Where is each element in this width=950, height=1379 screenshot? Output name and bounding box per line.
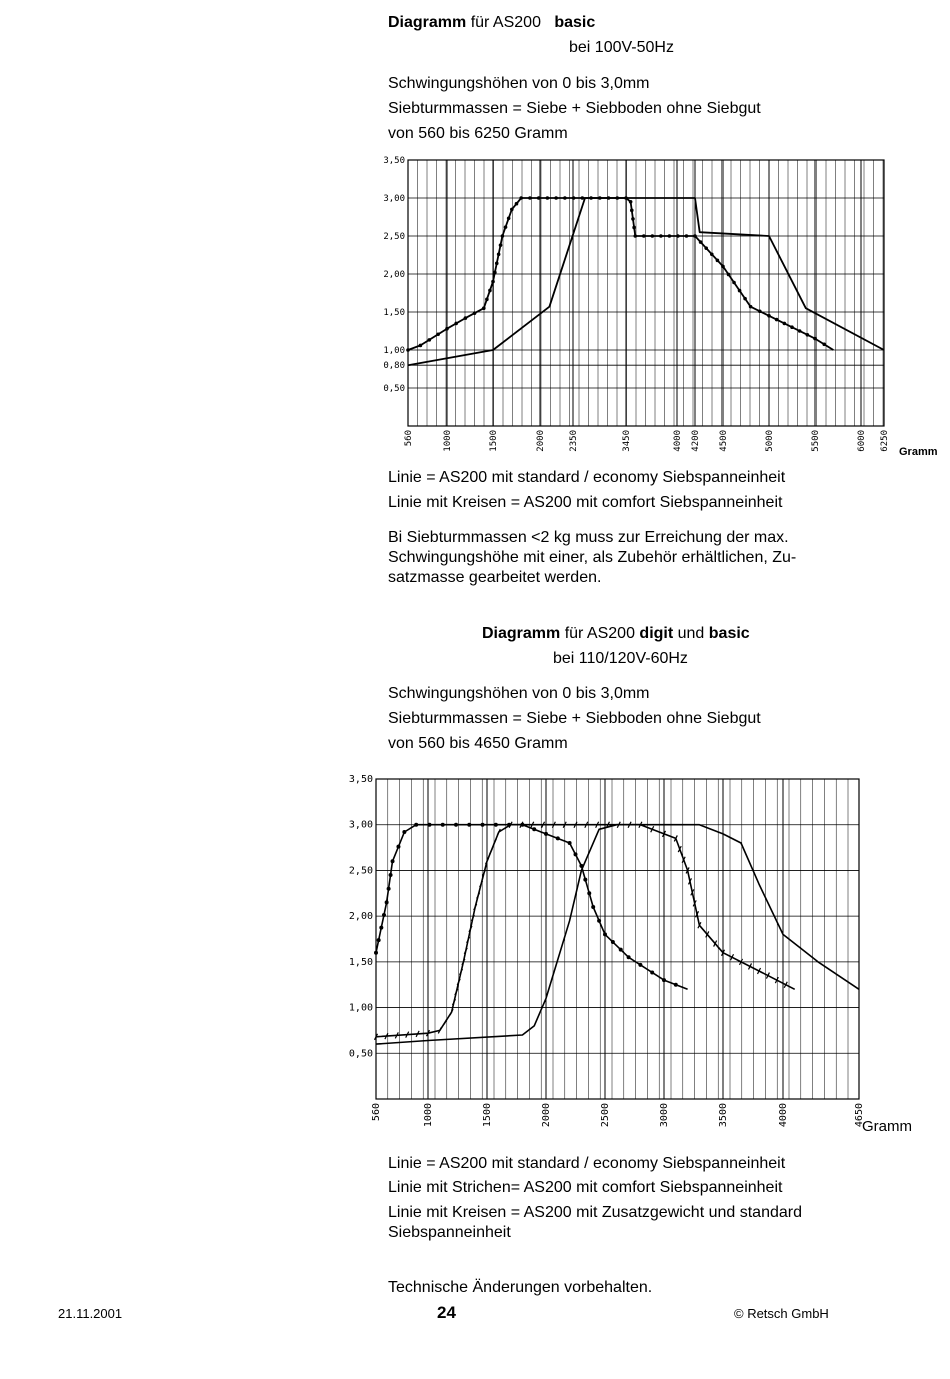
x-tick-label: 2350 — [569, 430, 579, 452]
series-marker-circle — [382, 913, 386, 917]
series-marker-circle — [650, 971, 654, 975]
series-marker-circle — [396, 845, 400, 849]
y-tick-label: 2,00 — [348, 911, 373, 923]
x-tick-label: 560 — [404, 430, 414, 447]
chart2-title-variant: digit — [639, 625, 674, 642]
x-tick-label: 3450 — [622, 430, 632, 452]
x-tick-label: 1000 — [423, 1103, 434, 1128]
chart2-title-and: und — [673, 625, 709, 642]
series-marker-circle — [427, 823, 431, 827]
chart1-note-line: Bi Siebturmmassen <2 kg muss zur Erreichung der max. — [388, 529, 789, 546]
chart2-desc-line: Schwingungshöhen von 0 bis 3,0mm — [388, 685, 650, 702]
chart1-desc-line: von 560 bis 6250 Gramm — [388, 125, 568, 142]
series-line-dashes — [376, 825, 795, 1037]
chart1-note-line: Schwingungshöhe mit einer, als Zubehör erhältlichen, Zu- — [388, 549, 797, 566]
chart2-legend-line: Linie mit Strichen= AS200 mit comfort Siebspanneinheit — [388, 1179, 783, 1196]
series-marker-circle — [414, 823, 418, 827]
y-tick-label: 3,00 — [383, 194, 405, 204]
series-line-solid — [376, 825, 859, 1044]
chart2-title-rest: für AS200 — [560, 625, 640, 642]
y-tick-label: 2,00 — [383, 270, 405, 280]
x-tick-label: 1500 — [482, 1103, 493, 1128]
y-tick-label: 3,50 — [348, 774, 373, 785]
series-marker-circle — [402, 830, 406, 834]
series-marker-circle — [591, 905, 595, 909]
series-marker-circle — [379, 926, 383, 930]
y-tick-label: 3,50 — [383, 156, 405, 166]
chart1-legend-line: Linie mit Kreisen = AS200 mit comfort Siebspanneinheit — [388, 494, 783, 511]
x-tick-label: 4000 — [673, 430, 683, 452]
y-tick-label: 1,00 — [383, 346, 405, 356]
chart1-desc-line: Schwingungshöhen von 0 bis 3,0mm — [388, 75, 650, 92]
y-tick-label: 1,50 — [348, 956, 373, 968]
series-marker-circle — [587, 891, 591, 895]
chart2-desc-line: Siebturmmassen = Siebe + Siebboden ohne Siebgut — [388, 710, 761, 727]
series-marker-circle — [627, 955, 631, 959]
chart2-title-bold: Diagramm — [482, 625, 561, 642]
chart2-desc-line: von 560 bis 4650 Gramm — [388, 735, 568, 752]
series-marker-circle — [377, 938, 381, 942]
series-marker-circle — [597, 919, 601, 923]
x-tick-label: 4500 — [719, 430, 729, 452]
series-marker-circle — [389, 873, 393, 877]
x-tick-label: 6250 — [880, 430, 890, 452]
x-tick-label: 1500 — [489, 430, 499, 452]
chart2-legend-line: Linie mit Kreisen = AS200 mit Zusatzgewicht und standard — [388, 1204, 802, 1221]
chart1-note-line: satzmasse gearbeitet werden. — [388, 569, 602, 586]
series-marker-circle — [611, 940, 615, 944]
disclaimer: Technische Änderungen vorbehalten. — [388, 1279, 653, 1296]
series-marker-circle — [662, 978, 666, 982]
chart1-desc-line: Siebturmmassen = Siebe + Siebboden ohne Siebgut — [388, 100, 761, 117]
x-tick-label: 1000 — [443, 430, 453, 452]
series-marker-circle — [441, 823, 445, 827]
series-marker-circle — [574, 852, 578, 856]
x-tick-label: 4200 — [691, 430, 701, 452]
x-tick-label: 2000 — [541, 1103, 552, 1128]
x-tick-label: 560 — [371, 1103, 382, 1122]
series-marker-circle — [467, 823, 471, 827]
chart1-legend-line: Linie = AS200 mit standard / economy Siebspanneinheit — [388, 469, 786, 486]
x-tick-label: 3000 — [659, 1103, 670, 1128]
x-tick-label: 4000 — [778, 1103, 789, 1128]
series-marker-circle — [374, 951, 378, 955]
y-tick-label: 1,50 — [383, 308, 405, 318]
x-tick-label: 6000 — [857, 430, 867, 452]
x-tick-label: 3500 — [718, 1103, 729, 1128]
series-marker-circle — [481, 823, 485, 827]
y-tick-label: 2,50 — [348, 865, 373, 877]
y-tick-label: 0,50 — [348, 1048, 373, 1060]
series-marker-circle — [638, 963, 642, 967]
series-marker-circle — [603, 932, 607, 936]
chart1-title-bold: Diagramm — [388, 14, 467, 31]
x-tick-label: 2000 — [536, 430, 546, 452]
x-tick-label: 4650 — [854, 1103, 865, 1128]
chart1-title-rest: für AS200 — [466, 14, 555, 31]
series-marker-circle — [532, 827, 536, 831]
copyright: © Retsch GmbH — [734, 1306, 829, 1321]
chart2-legend-line: Linie = AS200 mit standard / economy Siebspanneinheit — [388, 1155, 786, 1172]
chart2-x-unit: Gramm — [862, 1118, 912, 1135]
series-marker-circle — [391, 859, 395, 863]
chart1-title-variant: basic — [554, 14, 596, 31]
chart1-subtitle: bei 100V-50Hz — [569, 39, 674, 56]
x-tick-label: 5000 — [765, 430, 775, 452]
series-marker-circle — [674, 983, 678, 987]
page-number: 24 — [437, 1303, 456, 1322]
y-tick-label: 3,00 — [348, 819, 373, 831]
y-tick-label: 0,50 — [383, 384, 405, 394]
y-tick-label: 1,00 — [348, 1002, 373, 1014]
footer-date: 21.11.2001 — [58, 1306, 123, 1321]
series-marker-circle — [619, 948, 623, 952]
x-tick-label: 2500 — [600, 1103, 611, 1128]
y-tick-label: 2,50 — [383, 232, 405, 242]
series-marker-circle — [385, 900, 389, 904]
series-marker-circle — [556, 836, 560, 840]
series-marker-circle — [583, 878, 587, 882]
y-tick-label: 0,80 — [383, 361, 405, 372]
series-marker-circle — [454, 823, 458, 827]
chart2-legend-line: Siebspanneinheit — [388, 1224, 511, 1241]
x-tick-label: 5500 — [811, 430, 821, 452]
series-marker-circle — [568, 841, 572, 845]
series-marker-circle — [494, 823, 498, 827]
series-marker-circle — [387, 887, 391, 891]
chart1-x-unit: Gramm — [899, 446, 938, 458]
chart2-title-variant2: basic — [708, 625, 750, 642]
chart2-subtitle: bei 110/120V-60Hz — [553, 650, 688, 667]
series-marker-circle — [544, 832, 548, 836]
